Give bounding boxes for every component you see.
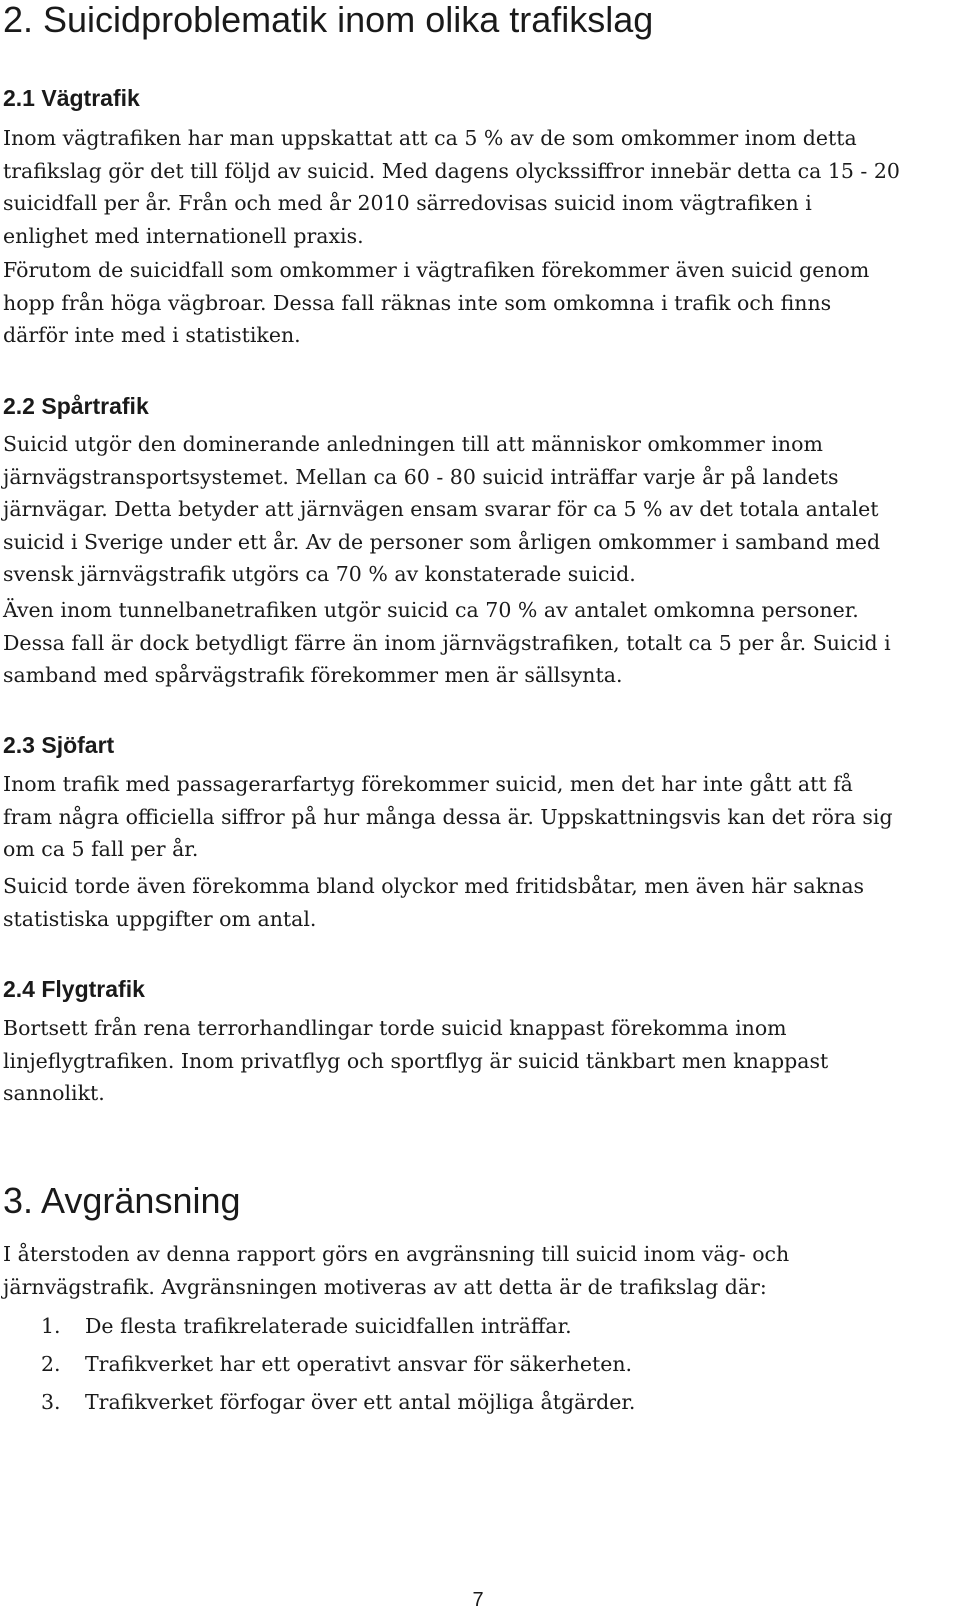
text-line: Förutom de suicidfall som omkommer i vägtrafiken förekommer även suicid genom [3, 258, 870, 282]
text-line: linjeflygtrafiken. Inom privatflyg och sportflyg är suicid tänkbart men knappast [3, 1048, 829, 1073]
section-2-3-heading: 2.3 Sjöfart [3, 732, 115, 758]
section-2-4-paragraph-1 [3, 1012, 953, 1110]
section-3-numbered-list [3, 1307, 953, 1421]
section-2-1-paragraph-2 [3, 254, 953, 352]
text-line: samband med spårvägstrafik förekommer men är sällsynta. [3, 663, 623, 687]
section-2-4-heading: 2.4 Flygtrafik [3, 976, 145, 1002]
text-line: därför inte med i statistiken. [3, 323, 301, 347]
list-item [3, 1307, 953, 1345]
list-item [3, 1383, 953, 1421]
text-line: järnvägstrafik. Avgränsningen motiveras av att detta är de trafikslag där: [3, 1274, 767, 1299]
text-line: järnvägar. Detta betyder att järnvägen ensam svarar för ca 5 % av det totala antalet [3, 497, 879, 521]
text-line: fram några officiella siffror på hur många dessa är. Uppskattningsvis kan det röra sig [3, 804, 893, 829]
text-line: svensk järnvägstrafik utgörs ca 70 % av konstaterade suicid. [3, 562, 636, 586]
list-item-text: Trafikverket förfogar över ett antal möjliga åtgärder. [85, 1390, 636, 1414]
text-line: hopp från höga vägbroar. Dessa fall räknas inte som omkomna i trafik och finns [3, 290, 832, 315]
section-3-heading: 3. Avgränsning [3, 1180, 241, 1221]
section-3-paragraph-1 [3, 1238, 953, 1303]
list-number: 1. [41, 1314, 61, 1338]
text-line: trafikslag gör det till följd av suicid. Med dagens olyckssiffror innebär detta ca 15 - 20 [3, 158, 900, 183]
page-number: 7 [472, 1589, 484, 1611]
text-line: suicid i Sverige under ett år. Av de personer som årligen omkommer i samband med [3, 529, 881, 554]
text-line: suicidfall per år. Från och med år 2010 särredovisas suicid inom vägtrafiken i [3, 191, 812, 215]
text-line: sannolikt. [3, 1081, 105, 1105]
text-line: Dessa fall är dock betydligt färre än inom järnvägstrafiken, totalt ca 5 per år. Suicid i [3, 630, 891, 655]
text-line: statistiska uppgifter om antal. [3, 906, 317, 931]
text-line: Inom trafik med passagerarfartyg förekommer suicid, men det har inte gått att få [3, 772, 853, 796]
text-line: enlighet med internationell praxis. [3, 223, 364, 248]
text-line: järnvägstransportsystemet. Mellan ca 60 - 80 suicid inträffar varje år på landets [3, 464, 839, 489]
section-2-3-paragraph-2 [3, 870, 953, 935]
text-line: Inom vägtrafiken har man uppskattat att ca 5 % av de som omkommer inom detta [3, 126, 857, 150]
text-line: Bortsett från rena terrorhandlingar torde suicid knappast förekomma inom [3, 1016, 787, 1040]
list-item [3, 1345, 953, 1383]
list-number: 2. [41, 1352, 61, 1376]
text-line: I återstoden av denna rapport görs en avgränsning till suicid inom väg- och [3, 1242, 790, 1266]
section-2-1-heading: 2.1 Vägtrafik [3, 85, 140, 111]
section-2-2-paragraph-2 [3, 594, 953, 692]
list-item-text: De flesta trafikrelaterade suicidfallen inträffar. [85, 1314, 572, 1338]
text-line: Suicid utgör den dominerande anledningen till att människor omkommer inom [3, 432, 823, 456]
list-item-text: Trafikverket har ett operativt ansvar för säkerheten. [85, 1352, 633, 1376]
text-line: Suicid torde även förekomma bland olyckor med fritidsbåtar, men även här saknas [3, 874, 865, 898]
section-2-2-heading: 2.2 Spårtrafik [3, 393, 149, 419]
section-2-2-paragraph-1 [3, 428, 953, 591]
text-line: Även inom tunnelbanetrafiken utgör suicid ca 70 % av antalet omkomna personer. [3, 598, 859, 622]
text-line: om ca 5 fall per år. [3, 837, 199, 861]
section-2-3-paragraph-1 [3, 768, 953, 866]
section-2-heading: 2. Suicidproblematik inom olika trafikslag [3, 0, 654, 40]
section-2-1-paragraph-1 [3, 122, 953, 252]
list-number: 3. [41, 1390, 61, 1414]
